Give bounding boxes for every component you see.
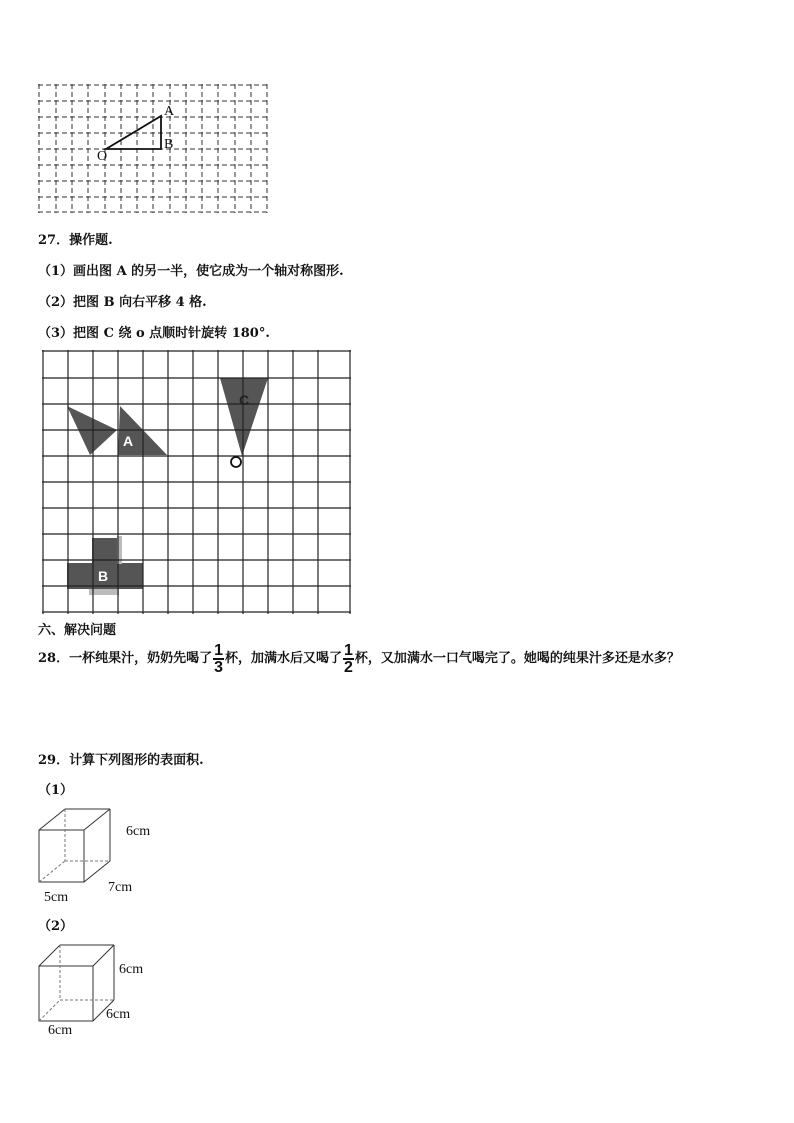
q27-title: 27．操作题. [38, 233, 113, 248]
fraction-one-third: $\frac{1}{3}$ [214, 641, 223, 676]
label-b: B [164, 137, 174, 152]
cuboid-1-height: 6cm [126, 824, 151, 839]
cuboid-2-depth: 6cm [48, 1023, 73, 1038]
transform-grid-figure [40, 348, 356, 618]
q27-item-3: （3）把图 C 绕 o 点顺时针旋转 180°. [38, 326, 270, 341]
q29-title: 29．计算下列图形的表面积. [38, 753, 204, 768]
cuboid-2-height: 6cm [119, 962, 144, 977]
fraction-one-half: $\frac{1}{2}$ [344, 641, 353, 676]
cuboid-1-width: 7cm [108, 880, 133, 895]
shape-a-label: A [123, 433, 134, 449]
shape-c [220, 378, 268, 456]
q28-part-1: 28．一杯纯果汁，奶奶先喝了 [38, 651, 213, 666]
q29-sub-2: （2） [38, 919, 74, 934]
cuboid-1-depth: 5cm [44, 890, 69, 905]
q27-item-1: （1）画出图 A 的另一半，使它成为一个轴对称图形. [38, 264, 344, 279]
cuboid-1 [36, 806, 176, 906]
transform-grid-svg [40, 348, 356, 618]
label-a: A [164, 104, 175, 119]
top-grid-svg [36, 82, 276, 216]
q28-part-3: 杯，又加满水一口气喝完了。她喝的纯果汁多还是水多？ [354, 651, 680, 666]
q29-sub-1: （1） [38, 783, 74, 798]
shape-c-label: C [239, 392, 250, 408]
top-grid-figure [36, 82, 276, 216]
section-6-title: 六、解决问题 [38, 623, 117, 638]
q28-part-2: 杯，加满水后又喝了 [225, 651, 343, 666]
cuboid-2-width: 6cm [106, 1007, 131, 1022]
cuboid-1-svg [36, 806, 126, 886]
cuboid-2 [36, 942, 176, 1042]
q28-text [38, 640, 680, 680]
label-o: O [97, 149, 108, 164]
rotation-point-o [231, 457, 241, 467]
q27-item-2: （2）把图 B 向右平移 4 格. [38, 295, 207, 310]
shape-b-label: B [98, 568, 109, 584]
